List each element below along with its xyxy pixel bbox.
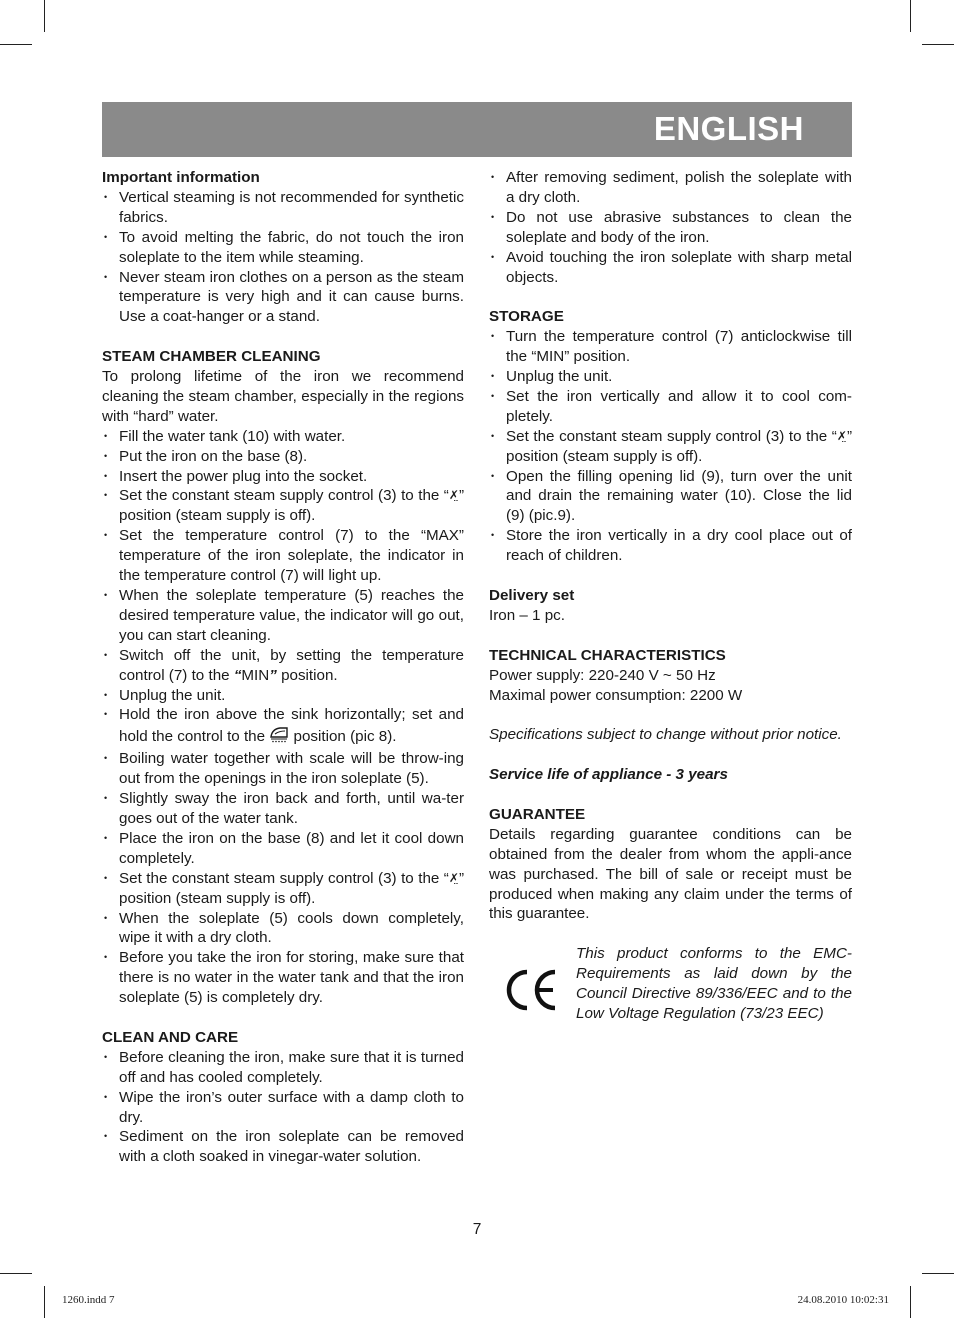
language-header-bar [102,102,852,157]
right-column [489,168,852,1024]
crop-mark [922,44,954,45]
clean-care-list [102,1048,464,1167]
steam-chamber-list [102,427,464,1008]
list-item: • Never steam iron clothes on a person as the steam temperature is very high and it can cause burns. Use a coat-hanger or a stand. [102,268,464,328]
list-item: • Turn the temperature control (7) anticlockwise till the “MIN” position. [489,327,852,367]
delivery-heading: Delivery set [489,587,575,604]
storage-list [489,327,852,566]
list-item: • After removing sediment, polish the soleplate with a dry cloth. [489,168,852,208]
important-heading: Important information [102,169,260,186]
list-item: • Insert the power plug into the socket. [102,467,464,487]
list-item: • Set the constant steam supply control (3) to the “✗̤” position (steam supply is off). [489,427,852,467]
steam-off-icon: ✗̤ [836,428,847,443]
ce-conformity-block [489,944,852,1024]
list-item: • Put the iron on the base (8). [102,447,464,467]
list-item: • Wipe the iron’s outer surface with a damp cloth to dry. [102,1088,464,1128]
page-number: 7 [472,1221,482,1238]
tech-heading: TECHNICAL CHARACTERISTICS [489,646,726,664]
crop-mark [910,0,911,32]
steam-off-icon: ✗̤ [448,488,459,503]
iron-self-clean-icon [269,725,289,749]
list-item: • Switch off the unit, by setting the temperature control (7) to the “MIN” position. [102,646,464,686]
list-item: • Avoid touching the iron soleplate with sharp metal objects. [489,248,852,288]
list-item: • Fill the water tank (10) with water. [102,427,464,447]
list-item: • Hold the iron above the sink horizontally; set and hold the control to the position (pic 8). [102,705,464,749]
crop-mark [0,1273,32,1274]
guarantee-text: Details regarding guarantee conditions can be obtained from the dealer from whom the appli-ance was purchased. The bill of sale or receipt must be produced when making any claim under the terms of this guarantee. [489,825,852,923]
list-item: • Slightly sway the iron back and forth, until wa-ter goes out of the water tank. [102,789,464,829]
list-item: • When the soleplate temperature (5) reaches the desired temperature value, the indicator will go out, you can start cleaning. [102,586,464,646]
list-item: • Vertical steaming is not recommended for synthetic fabrics. [102,188,464,228]
list-item: • Unplug the unit. [489,367,852,387]
storage-heading: STORAGE [489,308,564,326]
list-item: • Sediment on the iron soleplate can be removed with a cloth soaked in vinegar-water solution. [102,1127,464,1167]
clean-care-list-continued [489,168,852,287]
list-item: • Unplug the unit. [102,686,464,706]
ce-mark-icon [503,968,559,1018]
list-item: • Open the filling opening lid (9), turn over the unit and drain the remaining water (10). Close the lid (9) (pic.9). [489,467,852,527]
crop-mark [44,0,45,32]
steam-off-icon: ✗̤ [448,870,459,885]
ce-conformity-text: This product conforms to the EMC-Requirements as laid down by the Council Directive 89/336/EEC and to the Low Voltage Regulation (73/23 EEC) [576,945,852,1022]
spec-note: Specifications subject to change without prior notice. [489,726,842,744]
print-slug-file: 1260.indd 7 [62,1294,115,1306]
steam-chamber-heading: STEAM CHAMBER CLEANING [102,348,321,366]
list-item: • Set the constant steam supply control (3) to the “✗̤” position (steam supply is off). [102,486,464,526]
list-item: • Place the iron on the base (8) and let it cool down completely. [102,829,464,869]
language-title: ENGLISH [653,110,804,147]
crop-mark [44,1286,45,1318]
tech-power-consumption: Maximal power consumption: 2200 W [489,686,743,704]
clean-care-heading: CLEAN AND CARE [102,1028,239,1046]
list-item: • When the soleplate (5) cools down completely, wipe it with a dry cloth. [102,909,464,949]
left-column [102,168,464,1167]
print-slug-date: 24.08.2010 10:02:31 [797,1294,889,1306]
list-item: • Set the iron vertically and allow it to cool com-pletely. [489,387,852,427]
crop-mark [922,1273,954,1274]
list-item: • Before cleaning the iron, make sure that it is turned off and has cooled completely. [102,1048,464,1088]
tech-power-supply: Power supply: 220-240 V ~ 50 Hz [489,666,716,684]
list-item: • Set the constant steam supply control (3) to the “✗̤” position (steam supply is off). [102,869,464,909]
delivery-text: Iron – 1 pc. [489,606,565,624]
guarantee-heading: GUARANTEE [489,805,586,823]
steam-chamber-intro: To prolong lifetime of the iron we recommend cleaning the steam chamber, especially in the regions with “hard” water. [102,368,464,425]
important-list [102,188,464,327]
crop-mark [0,44,32,45]
list-item: • Store the iron vertically in a dry cool place out of reach of children. [489,526,852,566]
list-item: • Boiling water together with scale will be throw-ing out from the openings in the iron soleplate (5). [102,749,464,789]
list-item: • To avoid melting the fabric, do not touch the iron soleplate to the item while steaming. [102,228,464,268]
service-life: Service life of appliance - 3 years [489,766,728,784]
list-item: • Set the temperature control (7) to the “MAX” temperature of the iron soleplate, the indicator in the temperature control (7) will light up. [102,526,464,586]
crop-mark [910,1286,911,1318]
list-item: • Do not use abrasive substances to clean the soleplate and body of the iron. [489,208,852,248]
list-item: • Before you take the iron for storing, make sure that there is no water in the water tank and that the iron soleplate (5) is completely dry. [102,948,464,1008]
